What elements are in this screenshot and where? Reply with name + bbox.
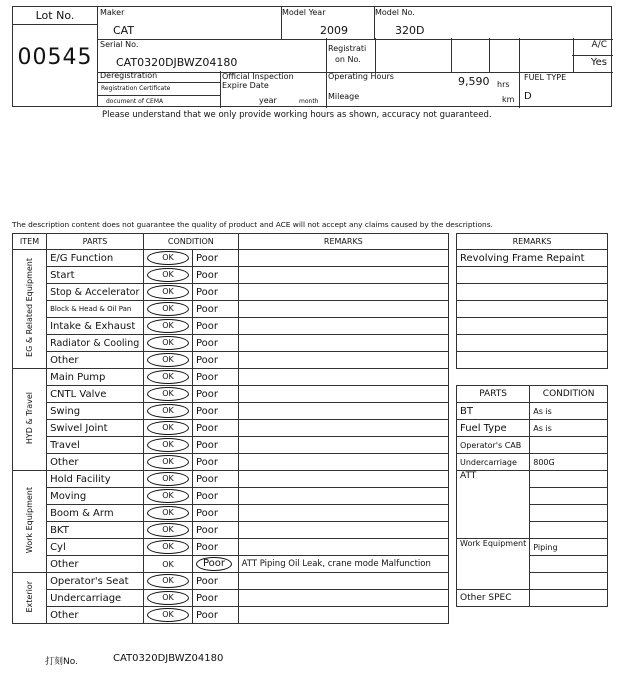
part-name: Block & Head & Oil Pan xyxy=(47,301,144,318)
remarks-cell xyxy=(238,420,448,437)
table-row xyxy=(13,573,449,590)
ok-option[interactable]: OK xyxy=(147,285,189,299)
side-cond-value xyxy=(530,556,608,573)
remarks-cell xyxy=(238,539,448,556)
item-group-cell xyxy=(13,369,47,471)
remarks-cell xyxy=(238,318,448,335)
side-condition-table xyxy=(456,385,608,607)
ok-cell[interactable] xyxy=(143,250,192,267)
part-name: Swing xyxy=(47,403,144,420)
ok-option[interactable]: OK xyxy=(147,574,189,588)
part-name: Radiator & Cooling xyxy=(47,335,144,352)
remarks-cell xyxy=(238,301,448,318)
table-row xyxy=(13,250,449,267)
lot-box xyxy=(12,6,98,107)
remarks-cell xyxy=(238,454,448,471)
poor-option[interactable]: Poor xyxy=(195,286,219,298)
poor-option[interactable]: Poor xyxy=(195,473,219,485)
side-remarks-cell xyxy=(457,335,608,352)
table-row xyxy=(13,590,449,607)
remarks-cell xyxy=(238,369,448,386)
remarks-cell xyxy=(238,607,448,624)
ok-option[interactable]: OK xyxy=(147,404,189,418)
ok-option[interactable]: OK xyxy=(147,608,189,622)
table-row xyxy=(13,386,449,403)
side-remarks-row xyxy=(457,267,608,284)
part-name: Cyl xyxy=(47,539,144,556)
side-cond-value xyxy=(530,590,608,607)
side-remarks-cell xyxy=(457,352,608,369)
poor-option[interactable]: Poor xyxy=(195,490,219,502)
side-remarks-cell xyxy=(457,318,608,335)
work-equipment-label: Work Equipment xyxy=(457,539,530,590)
item-group-cell xyxy=(13,573,47,624)
side-cond-value xyxy=(530,488,608,505)
remarks-cell xyxy=(238,250,448,267)
ok-option[interactable]: OK xyxy=(147,268,189,282)
inspection-label-1: Official Inspection xyxy=(222,72,294,81)
poor-option[interactable]: Poor xyxy=(195,422,219,434)
side-remarks-row xyxy=(457,284,608,301)
part-name: Other xyxy=(47,556,144,573)
remarks-cell xyxy=(238,573,448,590)
side-part-name: Undercarriage xyxy=(457,454,530,471)
side-condition-header: CONDITION xyxy=(530,386,608,403)
side-remarks-row xyxy=(457,301,608,318)
fuel-type-label: FUEL TYPE xyxy=(524,73,567,82)
poor-cell[interactable] xyxy=(192,573,238,590)
ok-cell[interactable] xyxy=(143,386,192,403)
side-remarks-cell xyxy=(457,267,608,284)
table-row xyxy=(13,284,449,301)
att-label: ATT xyxy=(457,471,530,539)
ok-option[interactable]: OK xyxy=(147,540,189,554)
side-cond-row xyxy=(457,539,608,556)
ok-cell[interactable] xyxy=(143,488,192,505)
ok-cell[interactable] xyxy=(143,539,192,556)
model-year-value: 2009 xyxy=(320,24,348,37)
poor-cell[interactable] xyxy=(192,454,238,471)
poor-option[interactable]: Poor xyxy=(195,609,219,621)
poor-option[interactable]: Poor xyxy=(195,439,219,451)
poor-option[interactable]: Poor xyxy=(195,252,219,264)
ok-option[interactable]: OK xyxy=(147,438,189,452)
inspection-label-2: Expire Date xyxy=(222,81,269,90)
ok-cell[interactable] xyxy=(143,471,192,488)
ok-option[interactable]: OK xyxy=(162,559,174,569)
side-cond-row xyxy=(457,471,608,488)
ok-option[interactable]: OK xyxy=(147,455,189,469)
maker-label: Maker xyxy=(100,8,125,17)
lot-label: Lot No. xyxy=(13,7,97,25)
ok-option[interactable]: OK xyxy=(147,336,189,350)
inspection-year: year xyxy=(259,96,277,105)
ok-option[interactable]: OK xyxy=(147,472,189,486)
ok-option[interactable]: OK xyxy=(147,251,189,265)
poor-cell[interactable] xyxy=(192,420,238,437)
table-row xyxy=(13,488,449,505)
item-header: ITEM xyxy=(13,234,47,250)
item-group-cell xyxy=(13,471,47,573)
side-cond-value xyxy=(530,522,608,539)
part-name: Stop & Accelerator xyxy=(47,284,144,301)
ok-option[interactable]: OK xyxy=(147,489,189,503)
ok-cell[interactable] xyxy=(143,420,192,437)
side-remarks-table xyxy=(456,233,608,369)
part-name: Intake & Exhaust xyxy=(47,318,144,335)
table-row xyxy=(13,454,449,471)
remarks-cell xyxy=(238,284,448,301)
side-cond-row xyxy=(457,437,608,454)
condition-header: CONDITION xyxy=(143,234,238,250)
side-remarks-row xyxy=(457,250,608,267)
remarks-cell xyxy=(238,403,448,420)
part-name: Boom & Arm xyxy=(47,505,144,522)
poor-option[interactable]: Poor xyxy=(195,354,219,366)
table-row xyxy=(13,539,449,556)
mileage-label: Mileage xyxy=(328,92,360,101)
model-no-label: Model No. xyxy=(375,8,415,17)
deregistration-label: Deregistration xyxy=(100,71,158,80)
ok-cell[interactable] xyxy=(143,318,192,335)
ok-cell[interactable] xyxy=(143,522,192,539)
poor-cell[interactable] xyxy=(192,505,238,522)
ok-cell[interactable] xyxy=(143,607,192,624)
remarks-cell xyxy=(238,522,448,539)
condition-table xyxy=(12,233,449,624)
header-grid xyxy=(97,6,612,107)
ok-cell[interactable] xyxy=(143,267,192,284)
ac-value: Yes xyxy=(590,57,607,68)
table-row xyxy=(13,301,449,318)
side-parts-header: PARTS xyxy=(457,386,530,403)
poor-option[interactable]: Poor xyxy=(195,405,219,417)
mileage-unit: km xyxy=(502,95,515,104)
other-spec-label: Other SPEC xyxy=(457,590,530,607)
table-row xyxy=(13,369,449,386)
registration-label-2: on No. xyxy=(335,55,361,64)
table-row xyxy=(13,471,449,488)
side-cond-value xyxy=(530,573,608,590)
hours-note: Please understand that we only provide working hours as shown, accuracy not guaranteed. xyxy=(102,110,492,120)
lot-number: 00545 xyxy=(17,45,93,70)
part-name: Other xyxy=(47,454,144,471)
ok-cell[interactable] xyxy=(143,335,192,352)
poor-cell[interactable] xyxy=(192,539,238,556)
side-cond-value xyxy=(530,471,608,488)
disclaimer: The description content does not guarantee the quality of product and ACE will not accept any claims caused by the descriptions. xyxy=(12,220,493,229)
ok-option[interactable]: OK xyxy=(147,370,189,384)
ok-cell[interactable] xyxy=(143,352,192,369)
maker-value: CAT xyxy=(113,24,135,37)
model-no-value: 320D xyxy=(395,24,425,37)
poor-option[interactable]: Poor xyxy=(195,371,219,383)
side-cond-value xyxy=(530,505,608,522)
part-name: Operator's Seat xyxy=(47,573,144,590)
inspection-month: month xyxy=(299,98,319,105)
poor-cell[interactable] xyxy=(192,250,238,267)
part-name: Other xyxy=(47,352,144,369)
ac-label: A/C xyxy=(591,40,607,50)
operating-hours-unit: hrs xyxy=(497,80,510,89)
side-remarks-cell: Revolving Frame Repaint xyxy=(457,250,608,267)
poor-cell[interactable] xyxy=(192,556,238,573)
fuel-type-value: D xyxy=(524,91,532,102)
remarks-cell xyxy=(238,437,448,454)
part-name: Hold Facility xyxy=(47,471,144,488)
table-row xyxy=(13,352,449,369)
item-group-label: HYD & Travel xyxy=(25,391,35,445)
ok-option[interactable]: OK xyxy=(147,353,189,367)
ok-option[interactable]: OK xyxy=(147,591,189,605)
side-remarks-row xyxy=(457,335,608,352)
side-part-name: Operator's CAB xyxy=(457,437,530,454)
side-cond-row xyxy=(457,420,608,437)
ok-cell[interactable] xyxy=(143,403,192,420)
poor-option[interactable]: Poor xyxy=(195,507,219,519)
table-row xyxy=(13,403,449,420)
operating-hours-value: 9,590 xyxy=(458,75,490,88)
table-row xyxy=(13,267,449,284)
poor-option[interactable]: Poor xyxy=(195,541,219,553)
cema-doc-label: document of CEMA xyxy=(106,98,164,105)
poor-option[interactable]: Poor xyxy=(195,337,219,349)
part-name: Main Pump xyxy=(47,369,144,386)
ok-option[interactable]: OK xyxy=(147,387,189,401)
side-cond-value: As is xyxy=(530,403,608,420)
ok-cell[interactable] xyxy=(143,590,192,607)
poor-option[interactable]: Poor xyxy=(195,320,219,332)
ok-cell[interactable] xyxy=(143,284,192,301)
remarks-cell xyxy=(238,471,448,488)
ok-cell[interactable] xyxy=(143,454,192,471)
remarks-cell xyxy=(238,488,448,505)
poor-cell[interactable] xyxy=(192,488,238,505)
poor-option[interactable]: Poor xyxy=(195,524,219,536)
item-group-label: Work Equipment xyxy=(25,486,35,554)
poor-cell[interactable] xyxy=(192,352,238,369)
table-row xyxy=(13,522,449,539)
side-remarks-row xyxy=(457,352,608,369)
poor-cell[interactable] xyxy=(192,590,238,607)
side-remarks-row xyxy=(457,318,608,335)
remarks-header: REMARKS xyxy=(238,234,448,250)
part-name: Moving xyxy=(47,488,144,505)
ok-cell[interactable] xyxy=(143,556,192,573)
poor-cell[interactable] xyxy=(192,403,238,420)
serial-label: Serial No. xyxy=(100,40,139,49)
poor-option[interactable]: Poor xyxy=(195,456,219,468)
side-cond-value: 800G xyxy=(530,454,608,471)
part-name: E/G Function xyxy=(47,250,144,267)
poor-cell[interactable] xyxy=(192,522,238,539)
side-remarks-cell xyxy=(457,301,608,318)
poor-cell[interactable] xyxy=(192,437,238,454)
poor-cell[interactable] xyxy=(192,318,238,335)
operating-hours-label: Operating Hours xyxy=(328,72,394,81)
remarks-cell xyxy=(238,267,448,284)
table-row xyxy=(13,556,449,573)
remarks-cell xyxy=(238,335,448,352)
poor-option[interactable]: Poor xyxy=(195,303,219,315)
remarks-cell xyxy=(238,352,448,369)
side-part-name: BT xyxy=(457,403,530,420)
ok-cell[interactable] xyxy=(143,573,192,590)
table-row xyxy=(13,505,449,522)
item-group-cell xyxy=(13,250,47,369)
registration-label-1: Registrati xyxy=(328,44,367,53)
side-cond-value: As is xyxy=(530,420,608,437)
ok-option[interactable]: OK xyxy=(147,302,189,316)
poor-option[interactable]: Poor xyxy=(195,575,219,587)
remarks-cell: ATT Piping Oil Leak, crane mode Malfunction xyxy=(238,556,448,573)
registration-cert-label: Registration Certificate xyxy=(101,85,171,92)
stamp-label: 打刻No. xyxy=(45,657,78,667)
side-cond-row xyxy=(457,403,608,420)
side-cond-row xyxy=(457,590,608,607)
poor-cell[interactable] xyxy=(192,369,238,386)
part-name: BKT xyxy=(47,522,144,539)
table-row xyxy=(13,420,449,437)
poor-option[interactable]: Poor xyxy=(195,592,219,604)
ok-option[interactable]: OK xyxy=(147,421,189,435)
side-cond-row xyxy=(457,454,608,471)
ok-option[interactable]: OK xyxy=(147,506,189,520)
table-row xyxy=(13,318,449,335)
poor-option[interactable]: Poor xyxy=(195,269,219,281)
parts-header: PARTS xyxy=(47,234,144,250)
serial-value: CAT0320DJBWZ04180 xyxy=(116,56,238,69)
part-name: Undercarriage xyxy=(47,590,144,607)
table-row xyxy=(13,607,449,624)
ok-cell[interactable] xyxy=(143,505,192,522)
poor-option[interactable]: Poor xyxy=(195,388,219,400)
ok-option[interactable]: OK xyxy=(147,319,189,333)
poor-cell[interactable] xyxy=(192,301,238,318)
part-name: Start xyxy=(47,267,144,284)
side-cond-value xyxy=(530,437,608,454)
ok-cell[interactable] xyxy=(143,369,192,386)
poor-cell[interactable] xyxy=(192,335,238,352)
side-remarks-header: REMARKS xyxy=(457,234,608,250)
part-name: Swivel Joint xyxy=(47,420,144,437)
stamp-value: CAT0320DJBWZ04180 xyxy=(113,653,224,664)
poor-cell[interactable] xyxy=(192,471,238,488)
part-name: Travel xyxy=(47,437,144,454)
table-row xyxy=(13,335,449,352)
side-remarks-cell xyxy=(457,284,608,301)
poor-cell[interactable] xyxy=(192,386,238,403)
part-name: CNTL Valve xyxy=(47,386,144,403)
ok-cell[interactable] xyxy=(143,301,192,318)
model-year-label: Model Year xyxy=(282,8,326,17)
side-cond-value: Piping xyxy=(530,539,608,556)
poor-option[interactable]: Poor xyxy=(196,557,232,571)
remarks-cell xyxy=(238,505,448,522)
poor-cell[interactable] xyxy=(192,267,238,284)
item-group-label: Exterior xyxy=(25,580,35,613)
part-name: Other xyxy=(47,607,144,624)
remarks-cell xyxy=(238,386,448,403)
table-row xyxy=(13,437,449,454)
poor-cell[interactable] xyxy=(192,607,238,624)
item-group-label: EG & Related Equipment xyxy=(25,258,35,357)
side-part-name: Fuel Type xyxy=(457,420,530,437)
poor-cell[interactable] xyxy=(192,284,238,301)
remarks-cell xyxy=(238,590,448,607)
ok-cell[interactable] xyxy=(143,437,192,454)
ok-option[interactable]: OK xyxy=(147,523,189,537)
